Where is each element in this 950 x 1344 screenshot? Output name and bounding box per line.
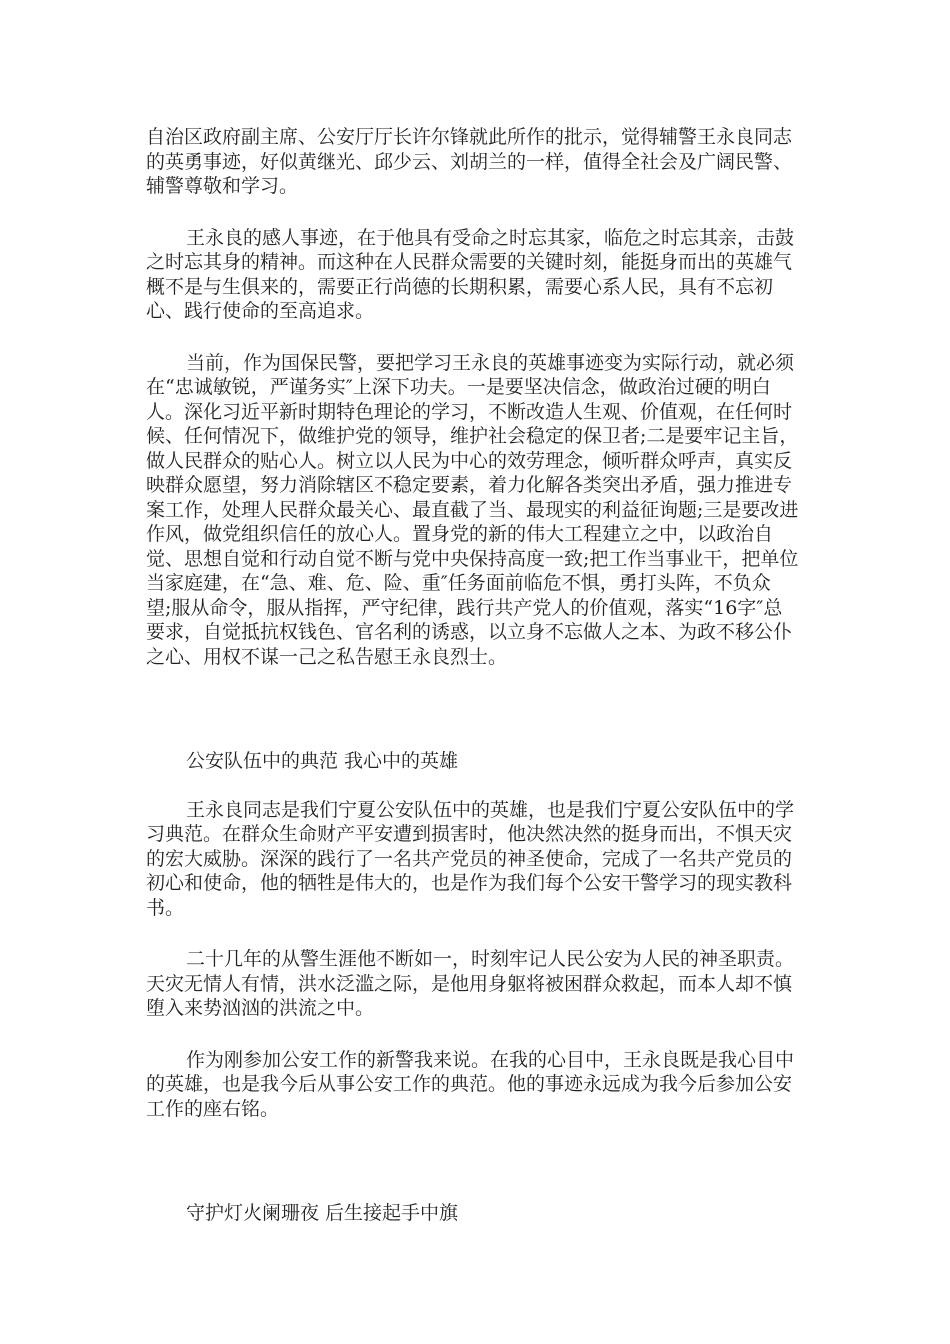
text-line: 天灾无情人有情，洪水泛滥之际，是他用身躯将被困群众救起，而本人却不慎 (146, 972, 793, 995)
paragraph-action-plan (146, 351, 806, 670)
text-line: 王永良的感人事迹，在于他具有受命之时忘其家，临危之时忘其亲，击鼓 (186, 226, 795, 249)
text-line: 当家庭建，在“急、难、危、险、重″任务面前临危不惧，勇打头阵，不负众 (146, 572, 771, 594)
text-line: 的英雄，也是我今后从事公安工作的典范。他的事迹永远成为我今后参加公安 (146, 1073, 793, 1095)
text-line: 初心和使命，他的牺牲是伟大的，也是作为我们每个公安干警学习的现实教科 (146, 872, 793, 894)
text-line: 映群众愿望，努力消除辖区不稳定要素，着力化解各类突出矛盾，强力推进专 (146, 474, 793, 496)
text-line: 之心、用权不谋一己之私告慰王永良烈士。 (146, 645, 508, 668)
section-title: 公安队伍中的典范 我心中的英雄 (186, 750, 459, 772)
document-page (146, 125, 806, 1226)
paragraph-new-officer (146, 1048, 806, 1122)
text-line: 在“忠诚敏锐，严谨务实″上深下功夫。一是要坚决信念，做政治过硬的明白 (146, 376, 771, 398)
paragraph-intro-continuation (146, 125, 806, 199)
text-line: 作为刚参加公安工作的新警我来说。在我的心目中，王永良既是我心目中 (186, 1048, 795, 1071)
text-line: 之时忘其身的精神。而这种在人民群众需要的关键时刻，能挺身而出的英雄气 (146, 251, 793, 273)
text-line: 工作的座右铭。 (146, 1097, 280, 1120)
text-line: 的英勇事迹，好似黄继光、邱少云、刘胡兰的一样，值得全社会及广阔民警、 (146, 150, 793, 173)
text-line: 王永良同志是我们宁夏公安队伍中的英雄，也是我们宁夏公安队伍中的学 (186, 798, 795, 821)
text-line: 要求，自觉抵抗权钱色、官名利的诱惑，以立身不忘做人之本、为政不移公仆 (146, 621, 793, 643)
text-line: 人。深化习近平新时期特色理论的学习，不断改造人生观、价值观，在任何时 (146, 400, 793, 423)
section-heading-guardian (146, 1201, 806, 1226)
text-line: 候、任何情况下，做维护党的领导，维护社会稳定的保卫者;二是要牢记主旨， (146, 425, 799, 447)
section-heading-model (146, 749, 806, 774)
text-line: 二十几年的从警生涯他不断如一，时刻牢记人民公安为人民的神圣职责。 (186, 948, 795, 970)
text-line: 堕入来势汹汹的洪流之中。 (146, 997, 375, 1019)
text-line: 做人民群众的贴心人。树立以人民为中心的效劳理念，倾听群众呼声，真实反 (146, 449, 793, 472)
text-line: 自治区政府副主席、公安厅厅长许尔锋就此所作的批示，觉得辅警王永良同志 (146, 126, 793, 148)
text-line: 作风，做党组织信任的放心人。置身党的新的伟大工程建立之中，以政治自 (146, 523, 774, 545)
text-line: 当前，作为国保民警，要把学习王永良的英雄事迹变为实际行动，就必须 (186, 351, 795, 374)
text-line: 的宏大威胁。深深的践行了一名共产党员的神圣使命，完成了一名共产党员的 (146, 847, 793, 870)
paragraph-model-hero (146, 798, 806, 921)
text-line: 心、践行使命的至高追求。 (146, 300, 375, 322)
text-line: 书。 (146, 896, 185, 919)
section-title: 守护灯火阑珊夜 后生接起手中旗 (186, 1202, 459, 1224)
text-line: 辅警尊敬和学习。 (146, 175, 299, 197)
paragraph-career (146, 947, 806, 1021)
text-line: 觉、思想自觉和行动自觉不断与党中央保持高度一致;把工作当事业干，把单位 (146, 547, 799, 570)
text-line: 案工作，处理人民群众最关心、最直截了当、最现实的利益征询题;三是要改进 (146, 498, 799, 521)
text-line: 概不是与生俱来的，需要正行尚德的长期积累，需要心系人民，具有不忘初 (146, 275, 774, 298)
paragraph-heroic-deeds (146, 226, 806, 324)
text-line: 习典范。在群众生命财产平安遭到损害时，他决然决然的挺身而出，不惧天灾 (146, 823, 793, 845)
text-line: 望;服从命令，服从指挥，严守纪律，践行共产党人的价值观，落实“16字″总 (146, 596, 783, 619)
